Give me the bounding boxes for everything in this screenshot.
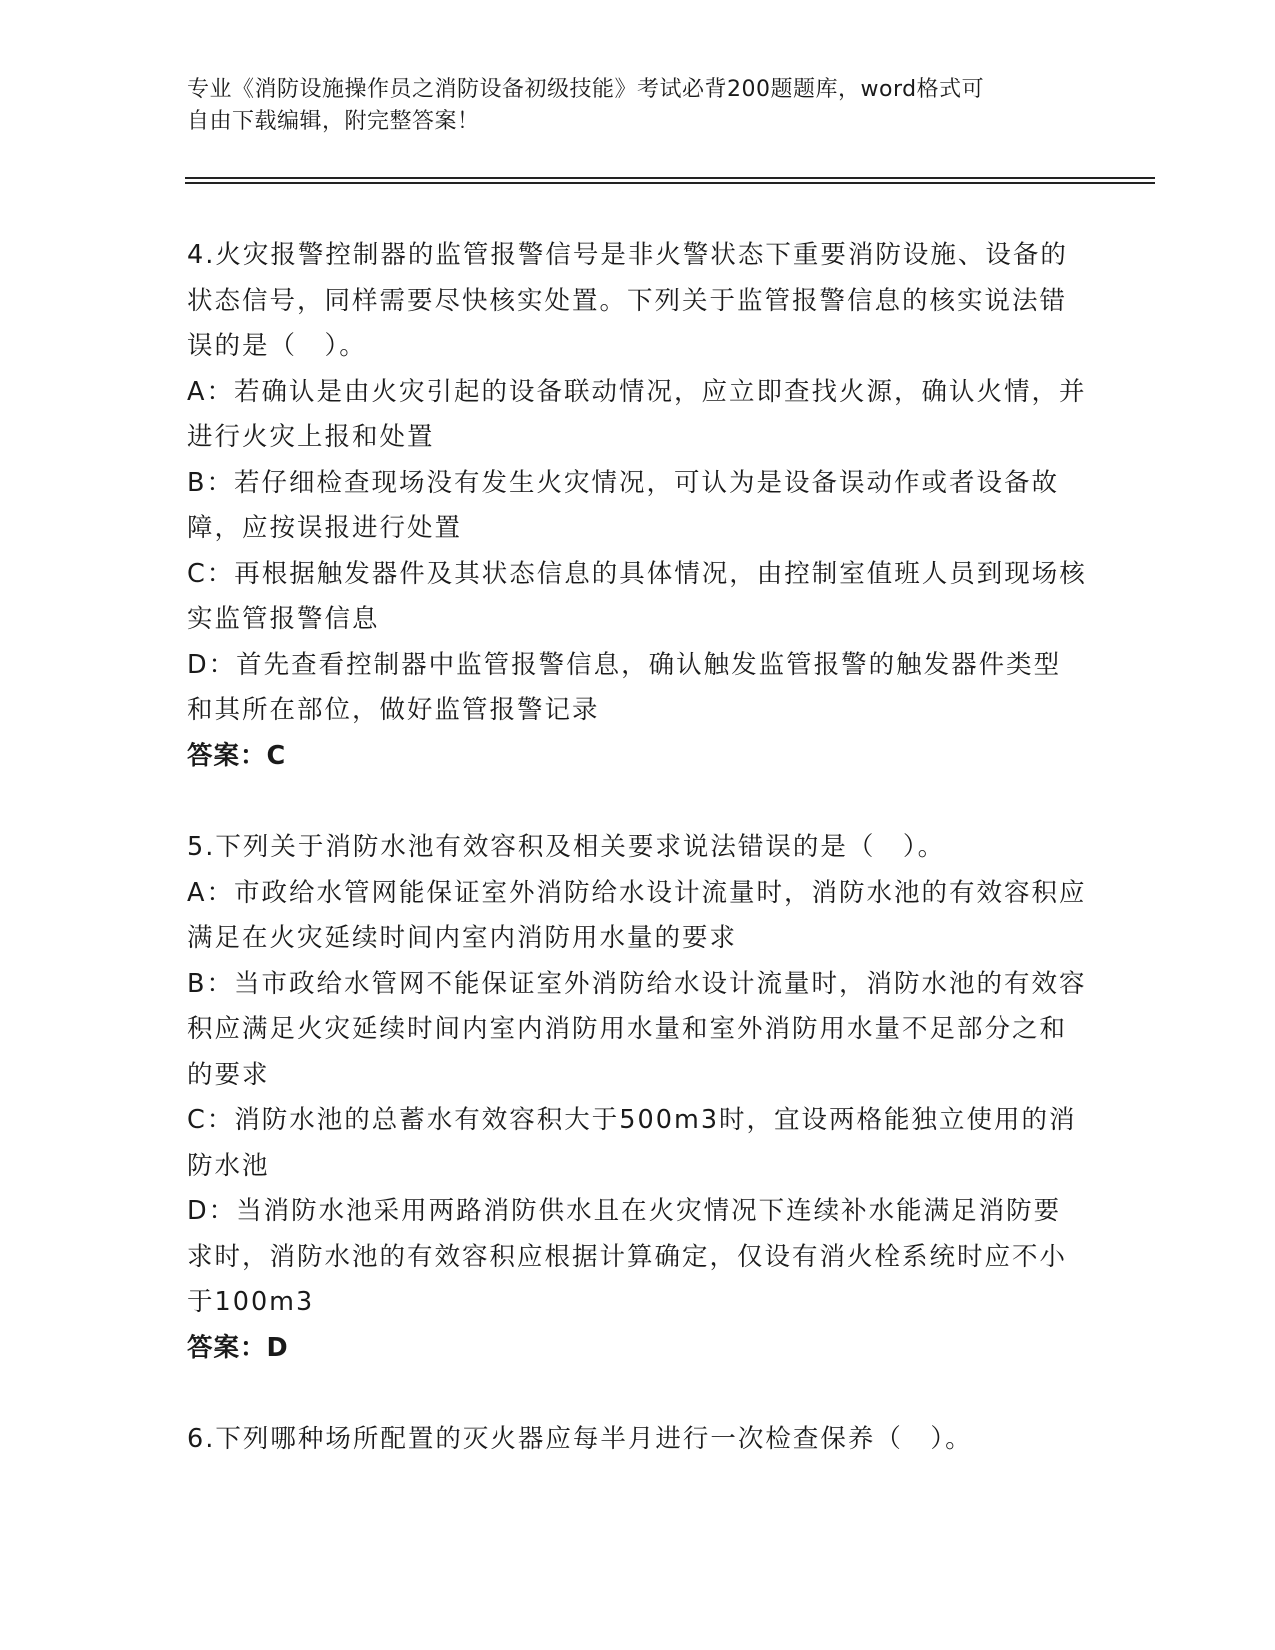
option-d: D：首先查看控制器中监管报警信息，确认触发监管报警的触发器件类型和其所在部位，做好监管报警记录	[187, 649, 1062, 725]
document-header	[187, 74, 1067, 138]
question-5	[187, 825, 1087, 1371]
question-stem: 6.下列哪种场所配置的灭火器应每半月进行一次检查保养（ ）。	[187, 1424, 973, 1454]
header-divider-top	[185, 177, 1155, 179]
question-list	[187, 233, 1087, 1509]
header-divider-bottom	[185, 182, 1155, 184]
header-line-2: 自由下载编辑，附完整答案！	[187, 109, 480, 134]
answer: 答案：D	[187, 1332, 289, 1363]
option-c: C：再根据触发器件及其状态信息的具体情况，由控制室值班人员到现场核实监管报警信息	[187, 558, 1087, 634]
option-a: A：若确认是由火灾引起的设备联动情况，应立即查找火源，确认火情，并进行火灾上报和处置	[187, 376, 1087, 452]
question-stem: 4.火灾报警控制器的监管报警信号是非火警状态下重要消防设施、设备的状态信号，同样需要尽快核实处置。下列关于监管报警信息的核实说法错误的是（ ）。	[187, 240, 1068, 361]
option-b: B：若仔细检查现场没有发生火灾情况，可认为是设备误动作或者设备故障，应按误报进行处置	[187, 467, 1059, 543]
option-c: C：消防水池的总蓄水有效容积大于500m3时，宜设两格能独立使用的消防水池	[187, 1105, 1077, 1181]
header-line-1: 专业《消防设施操作员之消防设备初级技能》考试必背200题题库，word格式可	[187, 77, 985, 102]
answer: 答案：C	[187, 740, 287, 771]
question-stem: 5.下列关于消防水池有效容积及相关要求说法错误的是（ ）。	[187, 832, 946, 862]
question-6	[187, 1417, 1087, 1463]
option-d: D：当消防水池采用两路消防供水且在火灾情况下连续补水能满足消防要求时，消防水池的有效容积应根据计算确定，仅设有消火栓系统时应不小于100m3	[187, 1196, 1068, 1317]
question-4	[187, 233, 1087, 779]
option-a: A：市政给水管网能保证室外消防给水设计流量时，消防水池的有效容积应满足在火灾延续时间内室内消防用水量的要求	[187, 877, 1087, 953]
option-b: B：当市政给水管网不能保证室外消防给水设计流量时，消防水池的有效容积应满足火灾延续时间内室内消防用水量和室外消防用水量不足部分之和的要求	[187, 968, 1087, 1090]
